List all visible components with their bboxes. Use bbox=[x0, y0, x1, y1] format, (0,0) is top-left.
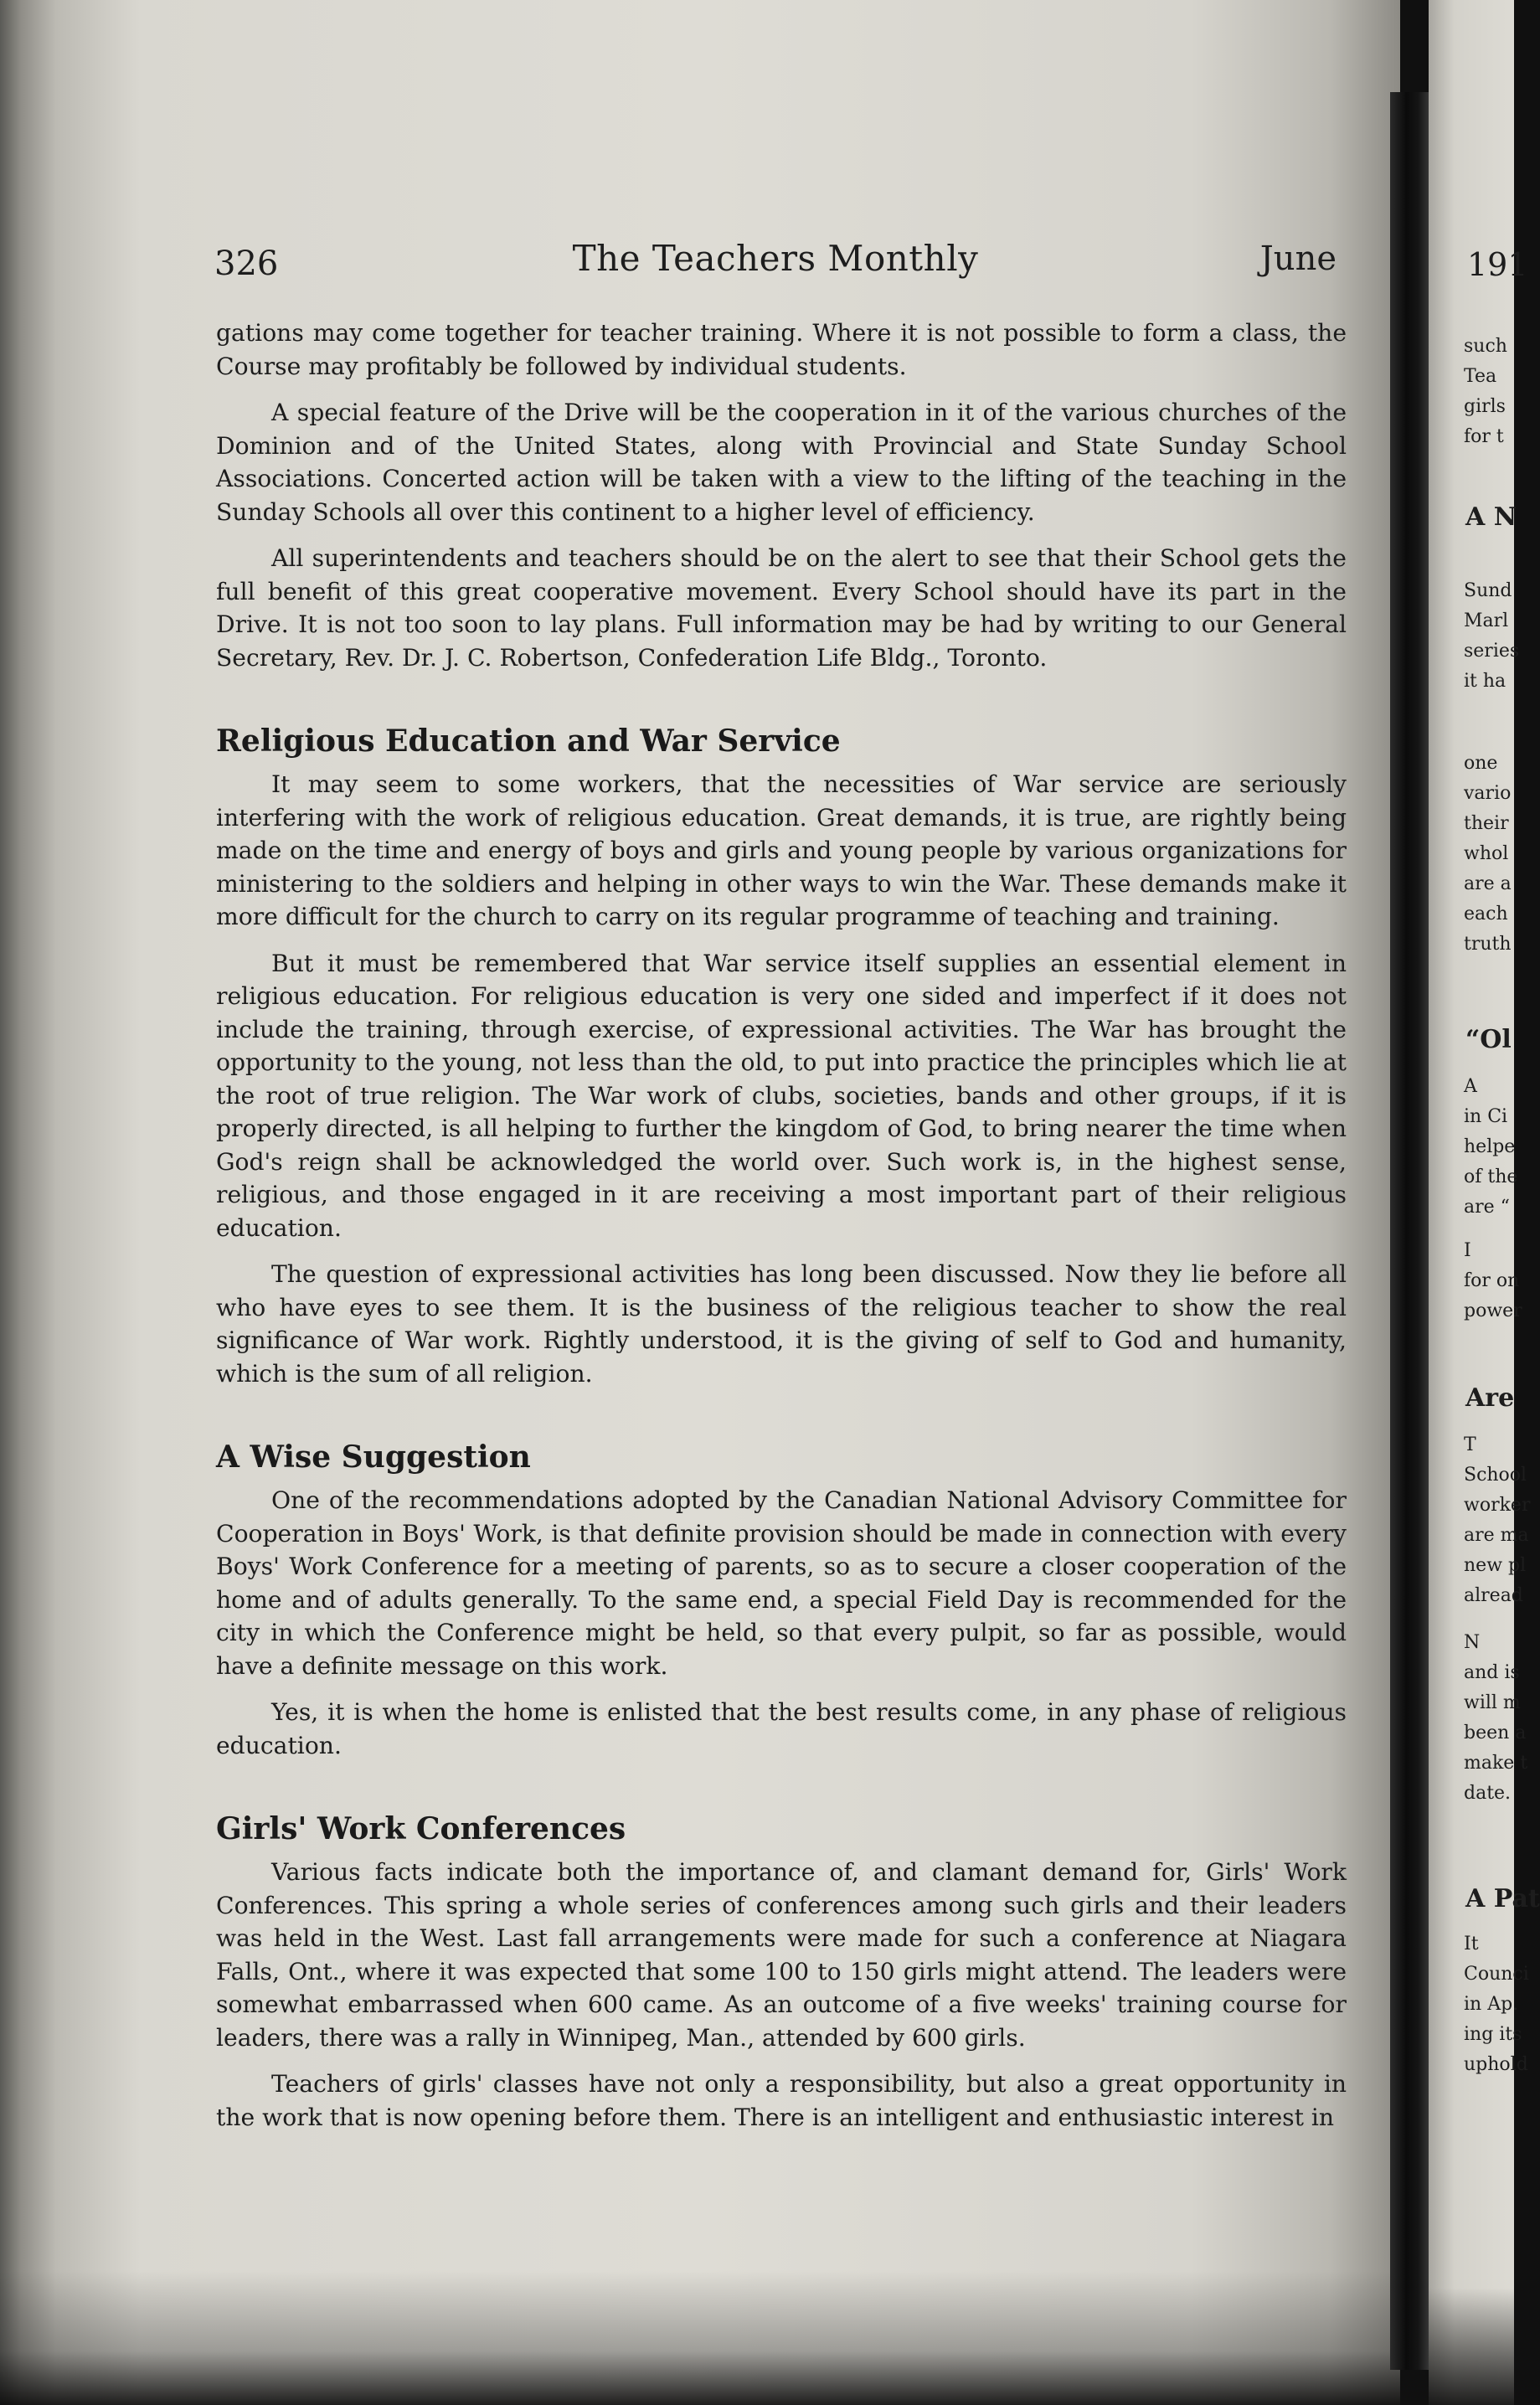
right-page-line: are “ bbox=[1464, 1197, 1510, 1218]
right-page-line: A bbox=[1464, 1076, 1477, 1097]
right-page-line: T bbox=[1464, 1434, 1476, 1455]
right-page-line: uphold bbox=[1464, 2054, 1528, 2075]
right-page-line: worker bbox=[1464, 1495, 1531, 1516]
paragraph: The question of expressional activities has long been discussed. Now they lie before all who have eyes to see them. It is the business of the religious teacher to show the real significance of War work. Rightly understood, it is the giving of self to God and humanity, which is the sum of all religion. bbox=[216, 1260, 1347, 1388]
page-number: 326 bbox=[214, 245, 279, 283]
paragraph: gations may come together for teacher training. Where it is not possible to form a class, the Course may profitably be followed by individual students. bbox=[216, 319, 1347, 380]
right-page-line: it ha bbox=[1464, 671, 1507, 692]
right-page-line: each bbox=[1464, 904, 1508, 924]
right-page-line: Counci bbox=[1464, 1964, 1529, 1985]
right-page-line: been a bbox=[1464, 1723, 1527, 1743]
section-heading: Girls' Work Conferences bbox=[216, 1811, 626, 1846]
right-page-line: It bbox=[1464, 1934, 1479, 1954]
right-page-line: truth bbox=[1464, 934, 1512, 955]
right-page-line: for on bbox=[1464, 1270, 1520, 1291]
running-header bbox=[214, 238, 1337, 288]
right-page-line: girls bbox=[1464, 396, 1506, 417]
right-page-heading: Are bbox=[1465, 1383, 1515, 1413]
right-page-line: will m bbox=[1464, 1692, 1521, 1713]
paragraph: Yes, it is when the home is enlisted that the best results come, in any phase of religious education. bbox=[216, 1698, 1347, 1759]
right-page-line: are ma bbox=[1464, 1525, 1529, 1546]
paragraph: Teachers of girls' classes have not only a responsibility, but also a great opportunity in the work that is now opening before them. There is an intelligent and enthusiastic interest in bbox=[216, 2070, 1347, 2131]
paragraph: Various facts indicate both the importance of, and clamant demand for, Girls' Work Conferences. This spring a whole series of conferences among such girls and their leaders was held in the West. Last fall arrangements were made for such a conference at Niagara Falls, Ont., where it was expected that some 100 to 150 girls might attend. The leaders were somewhat embarrassed when 600 came. As an outcome of a five weeks' training course for leaders, there was a rally in Winnipeg, Man., attended by 600 girls. bbox=[216, 1858, 1347, 2052]
right-page-heading: A Pat bbox=[1465, 1884, 1540, 1913]
section-heading: A Wise Suggestion bbox=[216, 1439, 531, 1475]
paragraph: All superintendents and teachers should be on the alert to see that their School gets the full benefit of this great cooperative movement. Every School should have its part in the Drive. It is not too soon to lay plans. Full information may be had by writing to our General Secretary, Rev. Dr. J. C. Robertson, Confederation Life Bldg., Toronto. bbox=[216, 544, 1347, 672]
right-page-line: alread bbox=[1464, 1585, 1523, 1606]
right-page-line: and is bbox=[1464, 1662, 1520, 1683]
article-body bbox=[216, 317, 1347, 2147]
right-page-line: one bbox=[1464, 753, 1498, 774]
right-page-line: whol bbox=[1464, 843, 1509, 864]
right-page-heading: A N bbox=[1465, 502, 1517, 532]
right-page-line: power bbox=[1464, 1300, 1522, 1321]
right-page-line: helpe bbox=[1464, 1136, 1516, 1157]
right-page-line: vario bbox=[1464, 783, 1512, 804]
right-page-line: School bbox=[1464, 1465, 1527, 1486]
paragraph: It may seem to some workers, that the necessities of War service are seriously interfering with the work of religious education. Great demands, it is true, are rightly being made on the time and energy of boys and girls and young people by various organizations for ministering to the soldiers and helping in other ways to win the War. These demands make it more difficult for the church to carry on its regular programme of teaching and training. bbox=[216, 770, 1347, 930]
paragraph: One of the recommendations adopted by the Canadian National Advisory Committee for Cooperation in Boys' Work, is that definite provision should be made in connection with every Boys' Work Conference for a meeting of parents, so as to secure a closer cooperation of the home and of adults generally. To the same end, a special Field Day is recommended for the city in which the Conference might be held, so that every pulpit, so far as possible, would have a definite message on this work. bbox=[216, 1486, 1347, 1680]
paragraph: A special feature of the Drive will be the cooperation in it of the various churches of the Dominion and of the United States, along with Provincial and State Sunday School Associations. Concerted action will be taken with a view to the lifting of the teaching in the Sunday Schools all over this continent to a higher level of efficiency. bbox=[216, 399, 1347, 526]
right-page-line: series bbox=[1464, 641, 1520, 662]
right-page-number: 191 bbox=[1467, 246, 1528, 283]
right-page-heading: “Ol bbox=[1465, 1025, 1512, 1054]
right-page-line: are a bbox=[1464, 873, 1512, 894]
right-page-line: new pl bbox=[1464, 1555, 1527, 1576]
right-page-line: for t bbox=[1464, 426, 1504, 447]
right-page-line: Sund bbox=[1464, 580, 1512, 601]
right-page-line: Marl bbox=[1464, 610, 1509, 631]
right-page-line: date. bbox=[1464, 1783, 1512, 1804]
right-page-line: in Ap. bbox=[1464, 1994, 1519, 2015]
right-page-line: of the bbox=[1464, 1166, 1518, 1187]
right-page-line: N bbox=[1464, 1632, 1481, 1653]
right-page-line: make t bbox=[1464, 1753, 1528, 1774]
right-page-line: in Ci bbox=[1464, 1106, 1508, 1127]
right-page-line: I bbox=[1464, 1240, 1471, 1261]
right-page-line: ing its bbox=[1464, 2024, 1522, 2045]
book-gutter bbox=[1390, 92, 1430, 2370]
running-month: June bbox=[1259, 239, 1337, 278]
section-heading: Religious Education and War Service bbox=[216, 724, 841, 759]
paragraph: But it must be remembered that War service itself supplies an essential element in religious education. For religious education is very one sided and imperfect if it does not include the training, through exercise, of expressional activities. The War has brought the opportunity to the young, not less than the old, to put into practice the principles which lie at the root of true religion. The War work of clubs, societies, bands and other groups, if it is properly directed, is all helping to further the kingdom of God, to bring nearer the time when God's reign shall be acknowledged the world over. Such work is, in the highest sense, religious, and those engaged in it are receiving a most important part of their religious education. bbox=[216, 949, 1347, 1242]
running-title: The Teachers Monthly bbox=[572, 238, 979, 279]
right-page-line: Tea bbox=[1464, 366, 1497, 387]
right-page-line: their bbox=[1464, 813, 1509, 834]
right-page-line: such bbox=[1464, 336, 1507, 357]
